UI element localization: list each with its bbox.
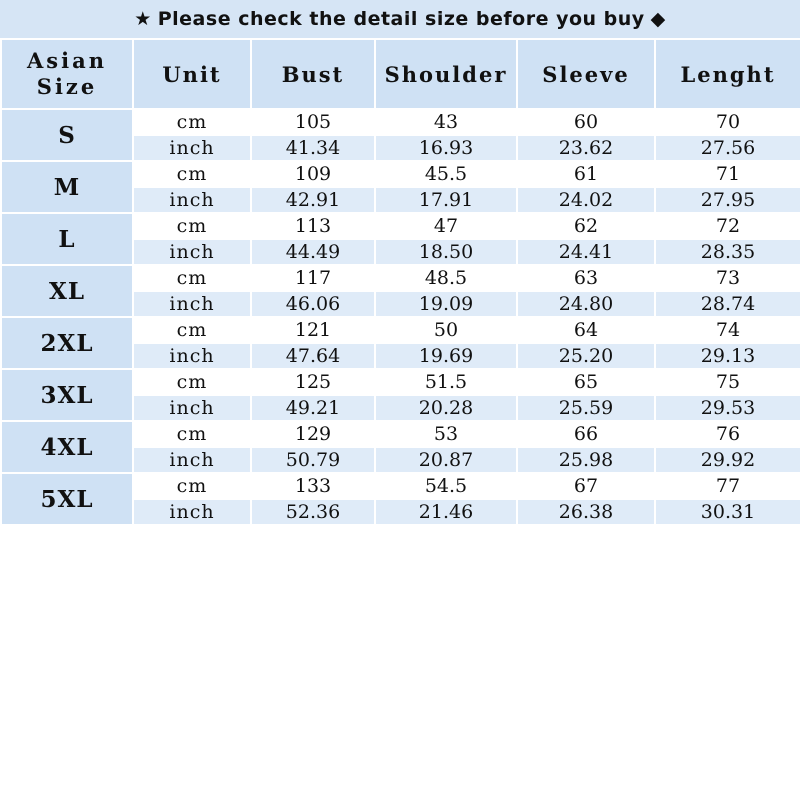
unit-label: inch [133,291,251,317]
sleeve-value: 61 [517,161,655,187]
table-row [1,161,800,187]
shoulder-value: 16.93 [375,135,517,161]
sleeve-value: 24.41 [517,239,655,265]
size-label: S [1,109,133,161]
unit-label: inch [133,343,251,369]
shoulder-value: 47 [375,213,517,239]
bust-value: 41.34 [251,135,375,161]
length-value: 73 [655,265,800,291]
bust-value: 117 [251,265,375,291]
size-label: 3XL [1,369,133,421]
shoulder-value: 54.5 [375,473,517,499]
bust-value: 129 [251,421,375,447]
star-icon: ★ [134,7,152,30]
bust-value: 113 [251,213,375,239]
sleeve-value: 60 [517,109,655,135]
column-header-shoulder: Shoulder [375,39,517,109]
bust-value: 52.36 [251,499,375,525]
shoulder-value: 43 [375,109,517,135]
bust-value: 46.06 [251,291,375,317]
shoulder-value: 19.69 [375,343,517,369]
size-label: L [1,213,133,265]
sleeve-value: 64 [517,317,655,343]
sleeve-value: 62 [517,213,655,239]
length-value: 72 [655,213,800,239]
header-line-2: Size [36,74,98,99]
size-label: 4XL [1,421,133,473]
diamond-icon: ◆ [650,7,666,30]
header-line-1: Asian [27,47,107,73]
bust-value: 121 [251,317,375,343]
table-row [1,473,800,499]
unit-label: inch [133,447,251,473]
table-row [1,265,800,291]
column-header-unit: Unit [133,39,251,109]
length-value: 30.31 [655,499,800,525]
size-label: M [1,161,133,213]
length-value: 29.53 [655,395,800,421]
table-row [1,421,800,447]
header-row [1,39,800,109]
shoulder-value: 53 [375,421,517,447]
sleeve-value: 25.59 [517,395,655,421]
length-value: 29.92 [655,447,800,473]
length-value: 27.95 [655,187,800,213]
sleeve-value: 25.20 [517,343,655,369]
unit-label: inch [133,499,251,525]
unit-label: inch [133,187,251,213]
shoulder-value: 21.46 [375,499,517,525]
sleeve-value: 63 [517,265,655,291]
unit-label: cm [133,265,251,291]
size-label: 2XL [1,317,133,369]
sleeve-value: 24.02 [517,187,655,213]
table-row [1,109,800,135]
unit-label: cm [133,317,251,343]
size-label: 5XL [1,473,133,525]
notice-banner [0,0,800,38]
table-row [1,317,800,343]
column-header-bust: Bust [251,39,375,109]
unit-label: cm [133,109,251,135]
shoulder-value: 20.87 [375,447,517,473]
bust-value: 125 [251,369,375,395]
unit-label: inch [133,135,251,161]
sleeve-value: 66 [517,421,655,447]
size-label: XL [1,265,133,317]
notice-text: Please check the detail size before you buy [157,8,645,30]
sleeve-value: 26.38 [517,499,655,525]
length-value: 27.56 [655,135,800,161]
shoulder-value: 18.50 [375,239,517,265]
length-value: 75 [655,369,800,395]
bust-value: 109 [251,161,375,187]
table-row [1,213,800,239]
sleeve-value: 65 [517,369,655,395]
length-value: 71 [655,161,800,187]
unit-label: inch [133,239,251,265]
length-value: 76 [655,421,800,447]
bust-value: 50.79 [251,447,375,473]
shoulder-value: 20.28 [375,395,517,421]
shoulder-value: 51.5 [375,369,517,395]
shoulder-value: 19.09 [375,291,517,317]
length-value: 77 [655,473,800,499]
table-header [1,39,800,109]
bust-value: 133 [251,473,375,499]
shoulder-value: 45.5 [375,161,517,187]
unit-label: cm [133,213,251,239]
sleeve-value: 24.80 [517,291,655,317]
unit-label: inch [133,395,251,421]
size-table [0,38,800,526]
unit-label: cm [133,161,251,187]
table-body [1,109,800,525]
column-header-asian-size [1,39,133,109]
bust-value: 47.64 [251,343,375,369]
length-value: 28.35 [655,239,800,265]
unit-label: cm [133,473,251,499]
column-header-length: Lenght [655,39,800,109]
sleeve-value: 67 [517,473,655,499]
length-value: 28.74 [655,291,800,317]
length-value: 29.13 [655,343,800,369]
unit-label: cm [133,421,251,447]
table-row [1,369,800,395]
length-value: 70 [655,109,800,135]
unit-label: cm [133,369,251,395]
sleeve-value: 23.62 [517,135,655,161]
bust-value: 42.91 [251,187,375,213]
shoulder-value: 48.5 [375,265,517,291]
shoulder-value: 17.91 [375,187,517,213]
bust-value: 44.49 [251,239,375,265]
bust-value: 105 [251,109,375,135]
column-header-sleeve: Sleeve [517,39,655,109]
shoulder-value: 50 [375,317,517,343]
sleeve-value: 25.98 [517,447,655,473]
length-value: 74 [655,317,800,343]
bust-value: 49.21 [251,395,375,421]
